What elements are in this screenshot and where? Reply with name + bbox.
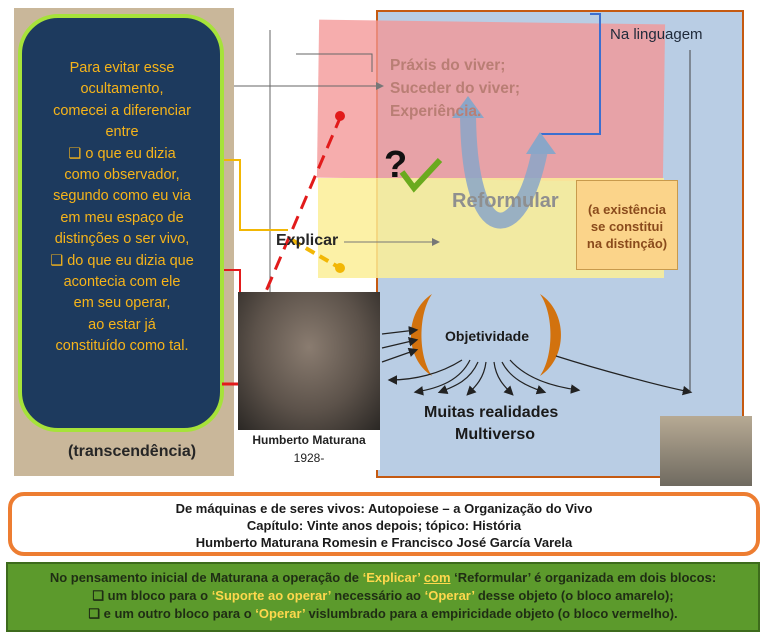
- praxis-line: Experiência.: [390, 103, 482, 120]
- bubble-line: o que eu dizia: [85, 145, 176, 162]
- photo-name: Humberto Maturana: [252, 433, 366, 447]
- muitas-realidades-label: Muitas realidades: [424, 404, 559, 421]
- fan-arrow: [510, 360, 578, 390]
- reference-line-3: Humberto Maturana Romesin e Francisco José García Varela: [195, 535, 573, 550]
- reference-line-2: Capítulo: Vinte anos depois; tópico: História: [246, 518, 522, 533]
- bubble-line: ocultamento,: [80, 81, 164, 98]
- photo-year: 1928-: [293, 451, 325, 465]
- red-dot: [335, 111, 345, 121]
- summary-text: e um outro bloco para o: [103, 606, 256, 621]
- arrow-line: [296, 54, 372, 72]
- checkbox-icon: ❑: [92, 588, 108, 603]
- summary-highlight: com: [423, 570, 451, 585]
- summary-text: desse objeto (o bloco amarelo);: [474, 588, 674, 603]
- summary-text: necessário ao: [330, 588, 425, 603]
- checkbox-icon: ❑: [68, 145, 86, 162]
- bubble-line: comecei a diferenciar: [53, 102, 191, 119]
- explicar-label: Explicar: [276, 232, 339, 249]
- existencia-line: se constitui: [590, 219, 664, 234]
- photo-arrow-3: [382, 350, 416, 362]
- bubble-line: como observador,: [64, 167, 180, 184]
- bubble-line: acontecia com ele: [63, 274, 181, 291]
- summary-line-1: [6, 570, 760, 585]
- summary-text: um bloco para o: [107, 588, 212, 603]
- existencia-line: (a existência: [587, 202, 667, 217]
- fan-arrow: [502, 362, 544, 392]
- maturana-photo: [238, 292, 380, 430]
- bubble-line: segundo como eu via: [53, 188, 191, 205]
- photo-arrow-1: [382, 330, 416, 334]
- summary-line-2: [6, 588, 760, 604]
- question-mark: ?: [384, 144, 408, 186]
- fan-arrow: [468, 362, 486, 394]
- bubble-line: ao estar já: [88, 316, 156, 333]
- yellow-dot: [335, 263, 345, 273]
- fan-arrow: [440, 362, 478, 392]
- summary-line-3: [6, 606, 760, 622]
- bubble-line: em meu espaço de: [60, 209, 184, 226]
- bubble-line: Para evitar esse: [69, 60, 175, 76]
- existencia-note: [576, 180, 678, 270]
- bubble-line: do que eu dizia que: [67, 252, 194, 269]
- na-linguagem-label: Na linguagem: [610, 26, 703, 43]
- objetividade-label: Objetividade: [445, 328, 530, 344]
- check-icon: [402, 160, 440, 188]
- summary-highlight: ‘Explicar’: [362, 570, 421, 585]
- summary-text: vislumbrado para a empiricidade objeto (o bloco vermelho).: [304, 606, 678, 621]
- summary-text: ‘Reformular’ é organizada em dois blocos:: [450, 570, 717, 585]
- bubble-line: entre: [105, 124, 139, 141]
- existencia-line: na distinção): [586, 236, 668, 251]
- summary-highlight: ‘Operar’: [255, 606, 305, 621]
- yellow-bracket: [224, 160, 288, 230]
- reference-line-1: De máquinas e de seres vivos: Autopoiese – a Organização do Vivo: [175, 501, 593, 516]
- photo-arrow-2: [382, 340, 416, 348]
- praxis-line: Práxis do viver;: [390, 57, 506, 74]
- multiverso-label: Multiverso: [455, 426, 536, 443]
- blue-bracket: [540, 14, 600, 134]
- right-crescent-icon: [540, 294, 561, 376]
- webcam-thumbnail: [660, 416, 752, 486]
- summary-highlight: ‘Operar’: [424, 588, 475, 603]
- checkbox-icon: ❑: [50, 252, 68, 269]
- curve-arrow-head-2: [526, 132, 556, 154]
- bubble-line: distinções o ser vivo,: [54, 231, 190, 248]
- fan-arrow: [494, 362, 512, 394]
- praxis-line: Suceder do viver;: [390, 80, 521, 97]
- objetividade-arrow-right: [556, 356, 690, 392]
- reformular-label: Reformular: [452, 190, 559, 212]
- summary-highlight: ‘Suporte ao operar’: [211, 588, 331, 603]
- summary-text: No pensamento inicial de Maturana a operação de: [49, 570, 363, 585]
- bubble-line: em seu operar,: [73, 295, 171, 312]
- praxis-list: [390, 54, 520, 123]
- transcendencia-label: (transcendência): [68, 443, 197, 460]
- bubble-line: constituído como tal.: [55, 338, 189, 355]
- left-crescent-icon: [411, 294, 432, 376]
- checkbox-icon: ❑: [88, 606, 104, 621]
